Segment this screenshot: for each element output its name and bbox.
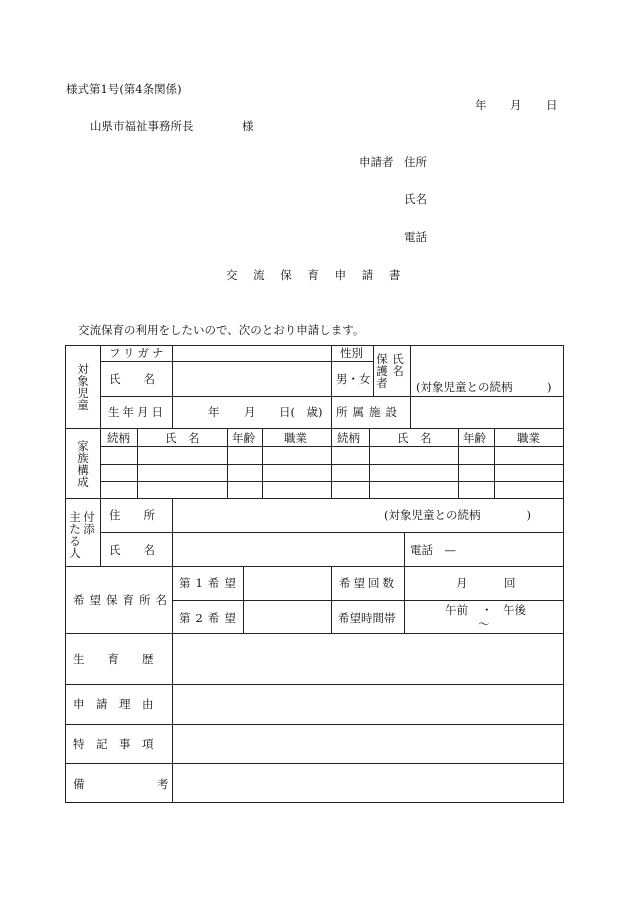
family-header-age-1: 年齢 <box>232 431 255 445</box>
time-am-label: 午前 <box>445 603 468 617</box>
gender-label: 性別 <box>340 346 363 360</box>
special-notes-label: 特 記 事 項 <box>73 737 154 751</box>
family-header-relation-1: 続柄 <box>107 431 130 445</box>
count-times-label: 回 <box>504 576 516 590</box>
date-day-label: 日 <box>546 98 558 112</box>
time-dot: ・ <box>481 603 493 617</box>
date-month-label: 月 <box>510 98 522 112</box>
time-range-tilde: ～ <box>478 617 490 631</box>
document-title: 交 流 保 育 申 請 書 <box>226 268 407 282</box>
birth-day-age-label: 日( 歳) <box>279 405 323 419</box>
first-choice-label: 第1希望 <box>179 576 241 590</box>
honorific: 様 <box>242 119 254 133</box>
birthdate-label: 生年月日 <box>108 405 166 419</box>
preferred-nursery-label: 希望保育所名 <box>73 593 172 607</box>
addressee: 山県市福祉事務所長 <box>90 119 194 133</box>
birth-year-label: 年 <box>208 405 220 419</box>
family-header-relation-2: 続柄 <box>337 431 360 445</box>
family-header-name-2: 氏 名 <box>397 431 432 445</box>
gender-value[interactable]: 男・女 <box>336 372 371 386</box>
form-number: 様式第1号(第4条関係) <box>66 82 182 96</box>
intro-text: 交流保育の利用をしたいので、次のとおり申請します。 <box>78 323 365 337</box>
attendant-phone-label: 電話 — <box>410 543 456 557</box>
family-header-age-2: 年齢 <box>463 431 486 445</box>
attendant-name-label: 氏 名 <box>109 543 155 557</box>
family-header-job-2: 職業 <box>517 431 540 445</box>
facility-label: 所属施設 <box>336 405 402 419</box>
applicant-label: 申請者 <box>359 155 394 169</box>
time-pm-label: 午後 <box>503 603 526 617</box>
date-year-label: 年 <box>475 98 487 112</box>
child-section-label: 対象児童 <box>77 362 89 412</box>
furigana-label: フリガナ <box>109 346 167 360</box>
preferred-count-label: 希望回数 <box>339 576 397 590</box>
growth-history-label: 生 育 歴 <box>73 652 154 666</box>
application-reason-label: 申 請 理 由 <box>73 697 154 711</box>
family-section-label: 家族構成 <box>77 439 89 489</box>
guardian-relation: (対象児童との続柄 ) <box>416 380 552 394</box>
attendant-address-label: 住 所 <box>109 508 155 522</box>
family-header-job-1: 職業 <box>284 431 307 445</box>
guardian-label-b: 氏名 <box>392 352 404 378</box>
second-choice-label: 第2希望 <box>179 611 241 625</box>
guardian-label-a: 保護者 <box>376 352 388 390</box>
child-name-label: 氏 名 <box>109 372 155 386</box>
applicant-phone-label: 電話 <box>404 230 427 244</box>
birth-month-label: 月 <box>244 405 256 419</box>
attendant-label-a: 付添 <box>83 510 95 536</box>
preferred-time-label: 希望時間帯 <box>338 611 396 625</box>
remarks-label-b: 考 <box>157 777 169 791</box>
applicant-address-label: 住所 <box>404 155 427 169</box>
remarks-label-a: 備 <box>73 777 85 791</box>
attendant-relation: (対象児童との続柄 ) <box>384 508 531 522</box>
applicant-name-label: 氏名 <box>404 192 427 206</box>
count-month-label: 月 <box>456 576 468 590</box>
attendant-label-b: 主たる人 <box>69 510 81 560</box>
family-header-name-1: 氏 名 <box>165 431 200 445</box>
